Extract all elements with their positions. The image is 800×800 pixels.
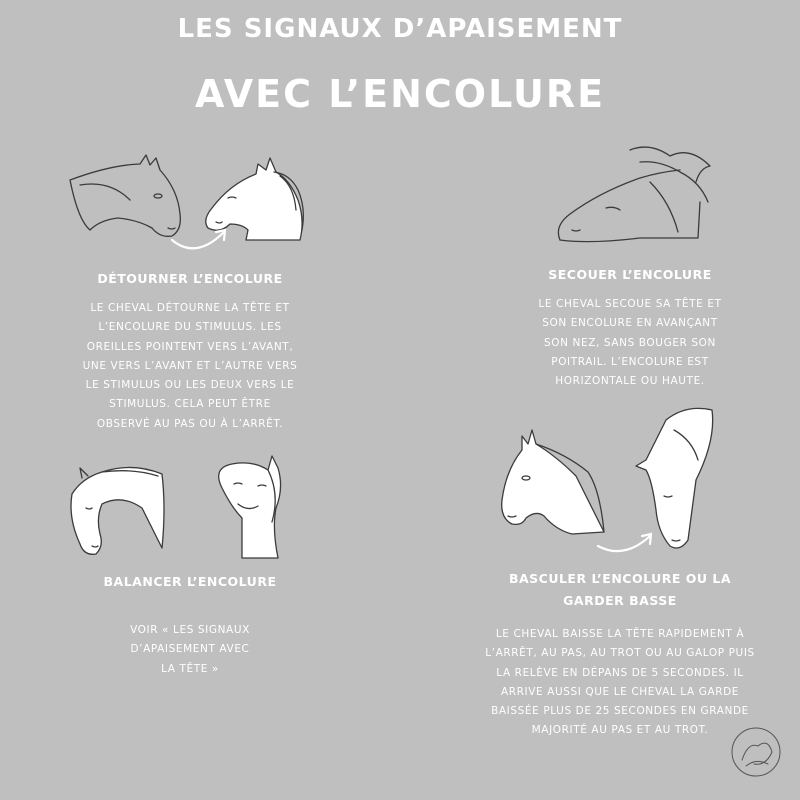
horse-head-swinging-illustration (62, 448, 292, 568)
text-line: L’ARRÊT, AU PAS, AU TROT OU AU GALOP PUIS (485, 647, 755, 660)
text-line: OBSERVÉ AU PAS OU À L’ARRÊT. (96, 417, 284, 430)
basculer-heading (470, 568, 770, 612)
text-line: MAJORITÉ AU PAS ET AU TROT. (531, 724, 709, 737)
text-line: BAISSÉE PLUS DE 25 SECONDES EN GRANDE (491, 705, 749, 718)
text-line: LE CHEVAL DÉTOURNE LA TÊTE ET (90, 302, 290, 314)
text-line: VOIR « LES SIGNAUX (130, 624, 250, 636)
secouer-description (480, 295, 780, 391)
text-line: ARRIVE AUSSI QUE LE CHEVAL LA GARDE (500, 685, 740, 698)
text-line: HORIZONTALE OU HAUTE. (555, 375, 705, 388)
page-subtitle: AVEC L’ENCOLURE (194, 72, 606, 116)
heading-line: GARDER BASSE (563, 593, 677, 608)
signature-logo (728, 722, 788, 782)
balancer-description (65, 621, 315, 679)
detourner-heading: DÉTOURNER L’ENCOLURE (97, 271, 283, 286)
heading-line: BASCULER L’ENCOLURE OU LA (508, 571, 732, 586)
text-line: LE CHEVAL SECOUE SA TÊTE ET (538, 298, 722, 310)
text-line: SON NEZ, SANS BOUGER SON (544, 336, 716, 349)
text-line: STIMULUS. CELA PEUT ÊTRE (109, 398, 271, 411)
balancer-heading: BALANCER L’ENCOLURE (103, 574, 277, 589)
text-line: SON ENCOLURE EN AVANÇANT (542, 317, 718, 330)
detourner-description (40, 299, 340, 434)
text-line: D’APAISEMENT AVEC (130, 643, 250, 656)
text-line: LA TÊTE » (161, 662, 219, 675)
curved-arrow-icon (594, 526, 664, 566)
text-line: L’ENCOLURE DU STIMULUS. LES (98, 321, 282, 334)
text-line: OREILLES POINTENT VERS L’AVANT, (86, 340, 294, 353)
text-line: LE STIMULUS OU LES DEUX VERS LE (85, 379, 295, 392)
text-line: LA RELÈVE EN DÉPANS DE 5 SECONDES. IL (496, 666, 744, 679)
curved-arrow-icon (168, 222, 238, 262)
horse-head-shaking-illustration (550, 142, 720, 252)
page-title: LES SIGNAUX D’APAISEMENT (177, 14, 623, 44)
text-line: POITRAIL. L’ENCOLURE EST (551, 355, 709, 368)
secouer-heading: SECOUER L’ENCOLURE (548, 267, 712, 282)
text-line: UNE VERS L’AVANT ET L’AUTRE VERS (82, 359, 298, 372)
text-line: LE CHEVAL BAISSE LA TÊTE RAPIDEMENT À (495, 628, 745, 640)
